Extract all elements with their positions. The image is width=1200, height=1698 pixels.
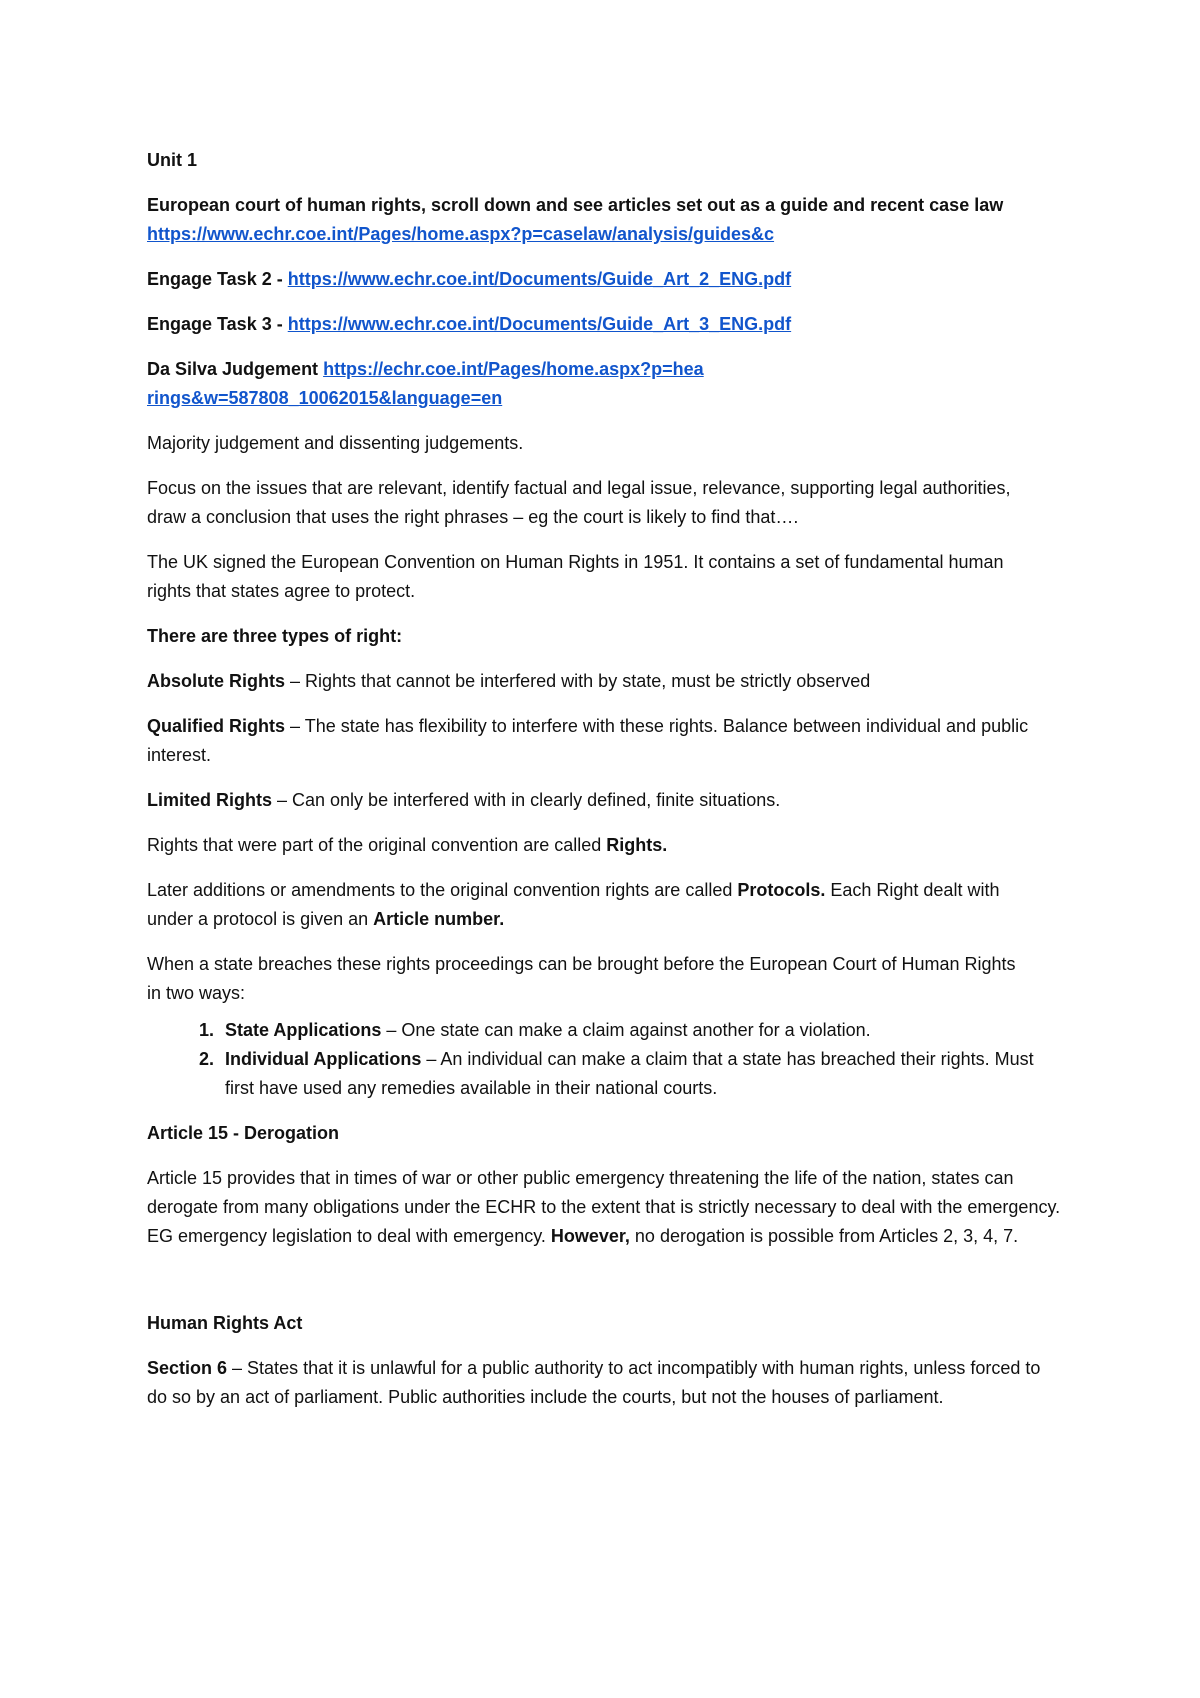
qualified-rights: Qualified Rights – The state has flexibility to interfere with these rights. Balance between individual and public interest. <box>147 716 1029 765</box>
absolute-rights: Absolute Rights – Rights that cannot be interfered with by state, must be strictly observed <box>147 671 871 691</box>
article-15-heading: Article 15 - Derogation <box>147 1123 340 1143</box>
uk-signed-text: The UK signed the European Convention on Human Rights in 1951. It contains a set of fundamental human rights that states agree to protect. <box>147 552 1004 601</box>
human-rights-act-heading: Human Rights Act <box>147 1313 303 1333</box>
document-body <box>147 146 1067 1428</box>
protocols-text: Later additions or amendments to the original convention rights are called Protocols. Each Right dealt with under a protocol is given an Article number. <box>147 880 1000 929</box>
engage-task-3-link[interactable]: https://www.echr.coe.int/Documents/Guide_Art_3_ENG.pdf <box>287 314 792 334</box>
breach-text: When a state breaches these rights proceedings can be brought before the European Court of Human Rights in two ways: <box>147 954 1016 1003</box>
list-item: 1. State Applications – One state can make a claim against another for a violation. <box>219 1016 1067 1045</box>
limited-rights-label: Limited Rights <box>147 790 272 810</box>
blank-line <box>147 1267 1067 1309</box>
article-15-text: Article 15 provides that in times of war or other public emergency threatening the life of the nation, states can derogate from many obligations under the ECHR to the extent that is strictly necessary to deal with the emergency. EG emergency legislation to deal with emergency. However, no derogation is possible from Articles 2, 3, 4, 7. <box>147 1168 1061 1246</box>
section-6-text: Section 6 – States that it is unlawful for a public authority to act incompatibly with human rights, unless forced to do so by an act of parliament. Public authorities include the courts, but not the houses of parliament. <box>147 1358 1041 1407</box>
qualified-rights-label: Qualified Rights <box>147 716 286 736</box>
engage-task-2-link[interactable]: https://www.echr.coe.int/Documents/Guide_Art_2_ENG.pdf <box>287 269 792 289</box>
echr-intro-text: European court of human rights, scroll down and see articles set out as a guide and recent case law <box>147 195 1004 215</box>
engage-task-3-label: Engage Task 3 <box>147 314 272 334</box>
focus-text: Focus on the issues that are relevant, identify factual and legal issue, relevance, supporting legal authorities, draw a conclusion that uses the right phrases – eg the court is likely to find that…. <box>147 478 1011 527</box>
three-types-heading: There are three types of right: <box>147 626 403 646</box>
absolute-rights-label: Absolute Rights <box>147 671 285 691</box>
engage-task-2-label: Engage Task 2 <box>147 269 272 289</box>
engage-task-3: Engage Task 3 - https://www.echr.coe.int/Documents/Guide_Art_3_ENG.pdf <box>147 314 792 334</box>
applications-list <box>147 1016 1067 1103</box>
section-6-label: Section 6 <box>147 1358 228 1378</box>
majority-judgement-text: Majority judgement and dissenting judgements. <box>147 433 524 453</box>
echr-guides-paragraph <box>147 191 1067 249</box>
da-silva-judgement <box>147 355 707 413</box>
da-silva-label: Da Silva Judgement <box>147 359 319 379</box>
limited-rights: Limited Rights – Can only be interfered with in clearly defined, finite situations. <box>147 790 781 810</box>
da-silva-link[interactable]: https://echr.coe.int/Pages/home.aspx?p=hearings&w=587808_10062015&language=en <box>147 359 704 408</box>
list-item: 2. Individual Applications – An individual can make a claim that a state has breached their rights. Must first have used any remedies available in their national courts. <box>219 1045 1067 1103</box>
unit-title: Unit 1 <box>147 150 198 170</box>
original-rights-text: Rights that were part of the original convention are called Rights. <box>147 835 668 855</box>
engage-task-2: Engage Task 2 - https://www.echr.coe.int/Documents/Guide_Art_2_ENG.pdf <box>147 269 792 289</box>
echr-guides-link[interactable]: https://www.echr.coe.int/Pages/home.aspx?p=caselaw/analysis/guides&c <box>147 224 775 244</box>
